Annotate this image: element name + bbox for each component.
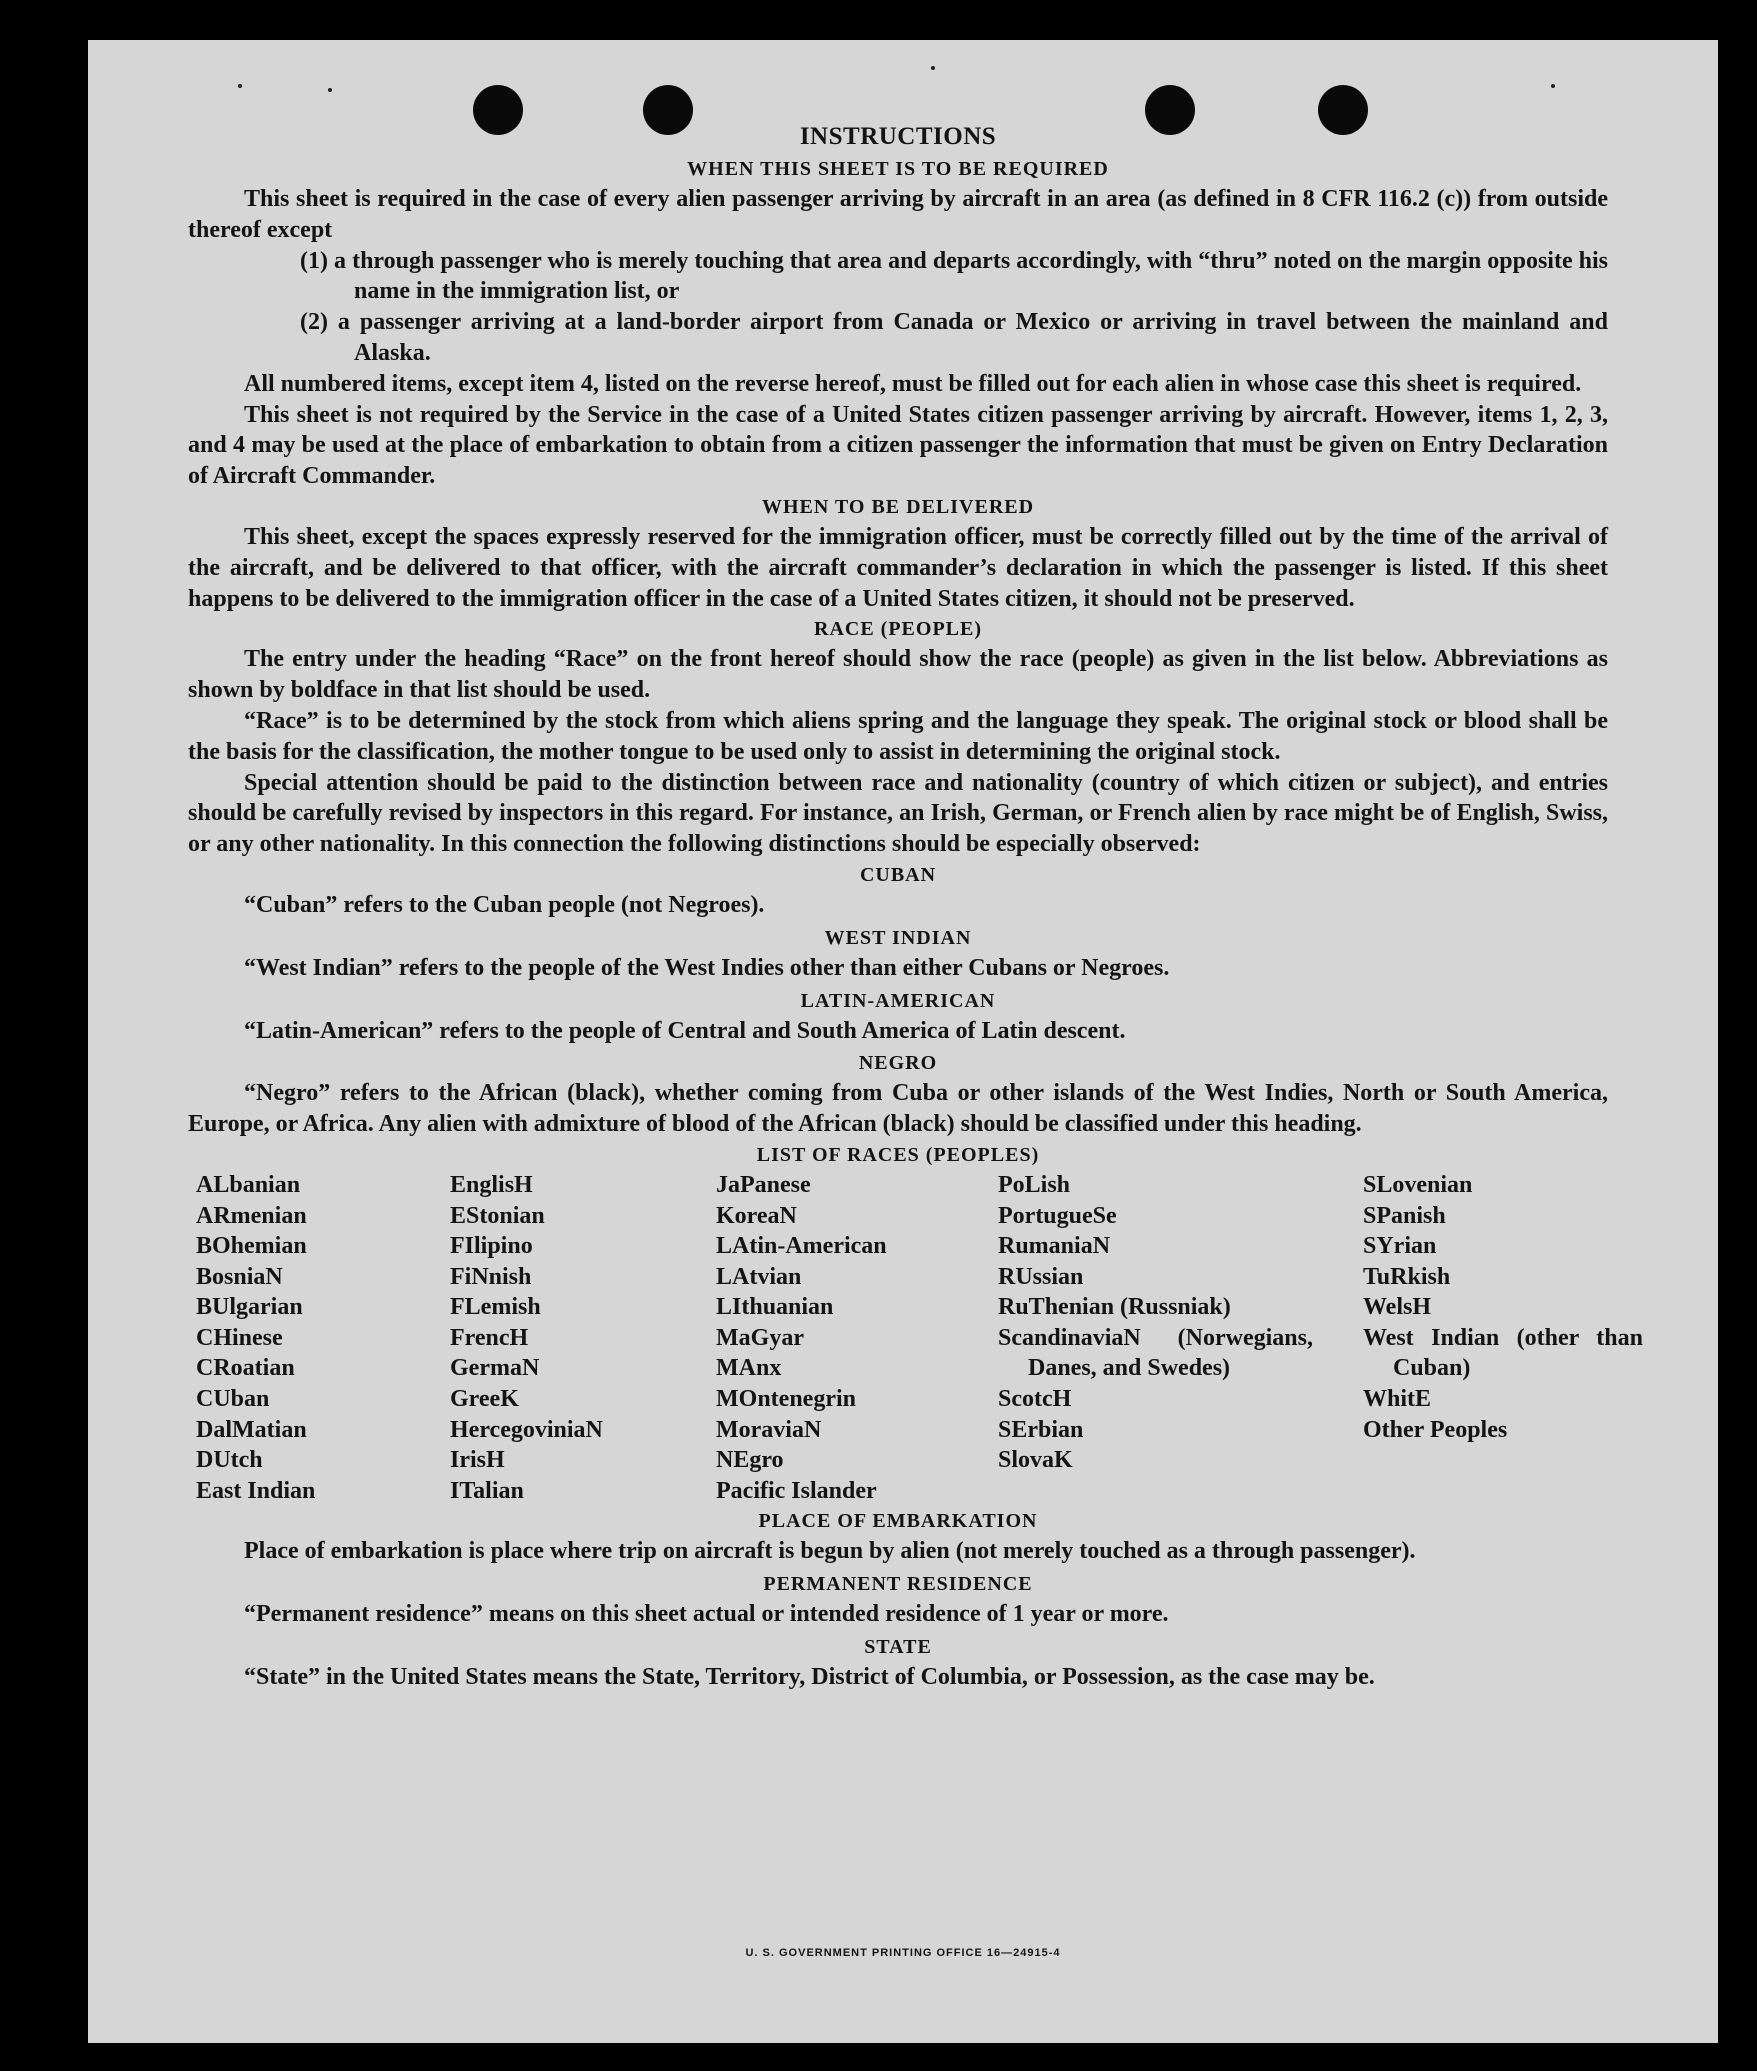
paragraph: The entry under the heading “Race” on the front hereof should show the race (people) as given in the list below. Abbreviations as shown by boldface in that list should be used. [188, 646, 1608, 704]
race-entry: FiNnish [450, 1263, 532, 1290]
race-entry: DalMatian [196, 1416, 307, 1443]
race-entry: GreeK [450, 1386, 519, 1413]
page-title: INSTRUCTIONS [799, 123, 997, 150]
race-entry: ScotcH [998, 1386, 1072, 1413]
races-list [196, 1170, 1643, 1507]
race-entry: FrencH [450, 1324, 529, 1351]
section-heading-race: RACE (PEOPLE) [814, 618, 982, 641]
section-heading-embarkation: PLACE OF EMBARKATION [758, 1510, 1038, 1533]
race-entry: FLemish [450, 1294, 541, 1321]
speck [1551, 84, 1555, 88]
paragraph: “Race” is to be determined by the stock from which aliens spring and the language they speak. The original stock or blood shall be the basis for the classification, the mother tongue to be used only to assist in determining the original stock. [188, 707, 1608, 765]
race-entry: FIlipino [450, 1233, 533, 1260]
race-entry: ARmenian [196, 1202, 307, 1229]
race-entry: BUlgarian [196, 1294, 303, 1321]
race-entry: SLovenian [1363, 1171, 1473, 1198]
section-heading-when-required: WHEN THIS SHEET IS TO BE REQUIRED [687, 158, 1109, 180]
section-heading-west-indian: WEST INDIAN [824, 926, 972, 949]
section-heading-latin-american: LATIN-AMERICAN [800, 989, 996, 1012]
exception-item-2: (2) a passenger arriving at a land-border airport from Canada or Mexico or arriving in travel between the mainland and Alaska. [300, 309, 1608, 366]
race-entry: KoreaN [716, 1202, 797, 1229]
race-entry: MOntenegrin [716, 1386, 856, 1413]
section-heading-negro: NEGRO [858, 1052, 938, 1075]
race-entry: LAtvian [716, 1263, 802, 1290]
race-entry: CHinese [196, 1324, 283, 1351]
race-entry: MoraviaN [716, 1416, 822, 1443]
races-column [450, 1170, 716, 1507]
race-entry: WelsH [1363, 1294, 1432, 1321]
paragraph: This sheet is required in the case of every alien passenger arriving by aircraft in an area (as defined in 8 CFR 116.2 (c)) from outside thereof except [188, 186, 1608, 243]
race-entry: MAnx [716, 1355, 782, 1382]
races-column [998, 1170, 1363, 1507]
race-entry: DUtch [196, 1447, 263, 1474]
race-entry: PoLish [998, 1171, 1071, 1198]
section-heading-list-of-races: LIST OF RACES (PEOPLES) [756, 1143, 1040, 1166]
section-heading-cuban: CUBAN [859, 863, 937, 886]
race-entry: CRoatian [196, 1355, 295, 1382]
instructions-body [188, 120, 1643, 1693]
race-entry: SPanish [1363, 1202, 1446, 1229]
race-entry: BOhemian [196, 1233, 307, 1260]
race-entry: SlovaK [998, 1447, 1073, 1474]
race-entry: RumaniaN [998, 1233, 1111, 1260]
printing-office-footer: U. S. GOVERNMENT PRINTING OFFICE 16—24915-4 [745, 1947, 1061, 1959]
race-entry: WhitE [1363, 1386, 1432, 1413]
paragraph: This sheet is not required by the Service in the case of a United States citizen passenger arriving by aircraft. However, items 1, 2, 3, and 4 may be used at the place of embarkation to obtain from a citizen passenger the information that must be given on Entry Declaration of Aircraft Commander. [188, 401, 1608, 490]
race-entry: EStonian [450, 1202, 545, 1229]
race-entry: SErbian [998, 1416, 1084, 1443]
race-entry: Pacific Islander [716, 1477, 877, 1504]
race-entry: West Indian (other than Cuban) [1363, 1324, 1643, 1382]
race-entry: LIthuanian [716, 1294, 834, 1321]
paragraph: “Cuban” refers to the Cuban people (not Negroes). [244, 891, 765, 918]
race-entry: JaPanese [716, 1171, 811, 1198]
paragraph: Place of embarkation is place where trip on aircraft is begun by alien (not merely touched as a through passenger). [244, 1538, 1416, 1565]
paragraph: “West Indian” refers to the people of the West Indies other than either Cubans or Negroes. [244, 954, 1170, 981]
document-page [88, 40, 1718, 2043]
race-entry: ScandinaviaN (Norwegians, Danes, and Swedes) [998, 1324, 1313, 1382]
section-heading-when-delivered: WHEN TO BE DELIVERED [761, 495, 1035, 518]
race-entry: RUssian [998, 1263, 1084, 1290]
race-entry: GermaN [450, 1355, 540, 1382]
race-entry: SYrian [1363, 1233, 1437, 1260]
paragraph: This sheet, except the spaces expressly reserved for the immigration officer, must be correctly filled out by the time of the arrival of the aircraft, and be delivered to that officer, with the aircraft commander’s declaration in which the passenger is listed. If this sheet happens to be delivered to the immigration officer in the case of a United States citizen, it should not be preserved. [188, 523, 1608, 612]
race-entry: MaGyar [716, 1324, 804, 1351]
section-heading-state: STATE [864, 1636, 932, 1659]
speck [931, 66, 935, 70]
exception-item-1: (1) a through passenger who is merely touching that area and departs accordingly, with “thru” noted on the margin opposite his name in the immigration list, or [300, 247, 1608, 305]
race-entry: EnglisH [450, 1171, 533, 1198]
race-entry: ITalian [450, 1477, 524, 1504]
paragraph: Special attention should be paid to the distinction between race and nationality (country of which citizen or subject), and entries should be carefully revised by inspectors in this regard. For instance, an Irish, German, or French alien by race might be of English, Swiss, or any other nationality. In this connection the following distinctions should be especially observed: [188, 769, 1608, 858]
race-entry: PortugueSe [998, 1202, 1117, 1229]
races-column [1363, 1170, 1643, 1507]
race-entry: BosniaN [196, 1263, 283, 1290]
race-entry: IrisH [450, 1447, 505, 1474]
section-heading-permanent-residence: PERMANENT RESIDENCE [763, 1573, 1033, 1596]
races-column [196, 1170, 450, 1507]
race-entry: CUban [196, 1386, 270, 1413]
paragraph: “State” in the United States means the State, Territory, District of Columbia, or Possession, as the case may be. [244, 1664, 1375, 1691]
race-entry: East Indian [196, 1477, 316, 1504]
race-entry: RuThenian (Russniak) [998, 1294, 1231, 1321]
race-entry: HercegoviniaN [450, 1416, 603, 1443]
speck [238, 84, 242, 88]
race-entry: TuRkish [1363, 1263, 1451, 1290]
paragraph: “Permanent residence” means on this sheet actual or intended residence of 1 year or more. [244, 1601, 1169, 1628]
race-entry: NEgro [716, 1447, 784, 1474]
race-entry: LAtin-American [716, 1233, 887, 1260]
race-entry: Other Peoples [1363, 1416, 1508, 1443]
race-entry: ALbanian [196, 1171, 301, 1198]
races-column [716, 1170, 998, 1507]
paragraph: “Negro” refers to the African (black), whether coming from Cuba or other islands of the West Indies, North or South America, Europe, or Africa. Any alien with admixture of blood of the African (black) should be classified under this heading. [188, 1080, 1608, 1138]
paragraph: All numbered items, except item 4, listed on the reverse hereof, must be filled out for each alien in whose case this sheet is required. [244, 370, 1582, 397]
paragraph: “Latin-American” refers to the people of Central and South America of Latin descent. [244, 1017, 1126, 1044]
speck [328, 88, 332, 92]
